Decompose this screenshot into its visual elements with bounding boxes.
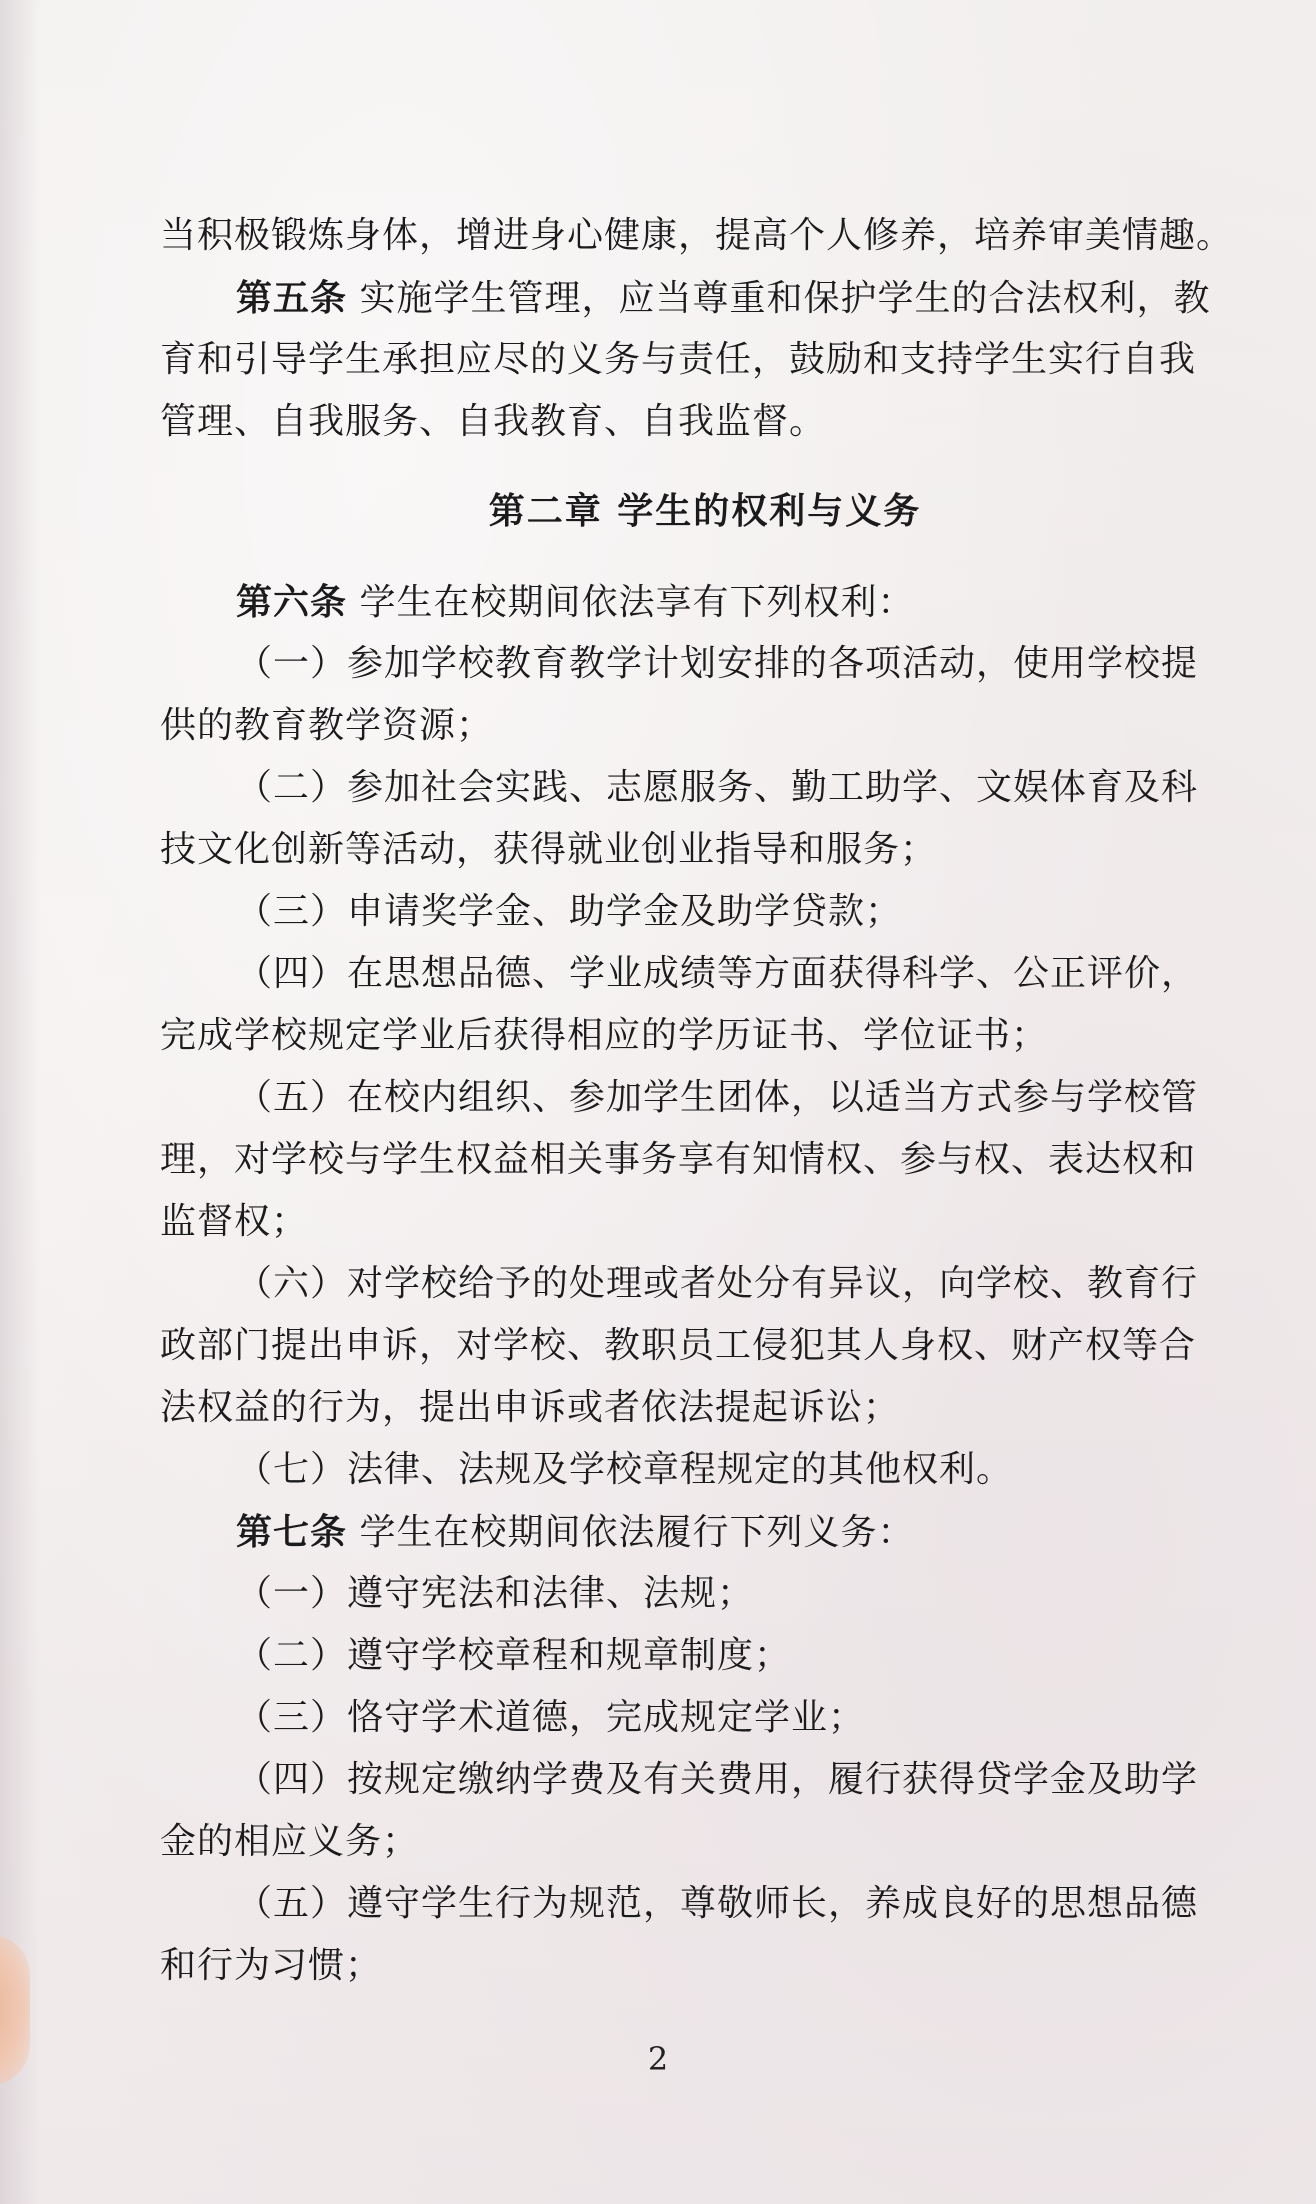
line-text: （四）按规定缴纳学费及有关费用，履行获得贷学金及助学 bbox=[236, 1759, 1199, 1800]
text-line bbox=[160, 1129, 1250, 1191]
line-text: 学生在校期间依法履行下列义务： bbox=[347, 1512, 915, 1553]
line-text: 实施学生管理，应当尊重和保护学生的合法权利，教 bbox=[347, 278, 1211, 319]
line-text: 育和引导学生承担应尽的义务与责任，鼓励和支持学生实行自我 bbox=[160, 339, 1197, 380]
text-line bbox=[160, 1005, 1250, 1067]
page-number: 2 bbox=[647, 2040, 669, 2078]
line-text: 供的教育教学资源； bbox=[160, 705, 494, 746]
document-body bbox=[160, 205, 1250, 1997]
text-line bbox=[160, 1873, 1250, 1935]
line-text: （三）恪守学术道德，完成规定学业； bbox=[236, 1697, 866, 1738]
line-text: 理，对学校与学生权益相关事务享有知情权、参与权、表达权和 bbox=[160, 1139, 1197, 1180]
text-line bbox=[160, 1315, 1250, 1377]
text-line bbox=[160, 757, 1250, 819]
line-text: 当积极锻炼身体，增进身心健康，提高个人修养，培养审美情趣。 bbox=[160, 215, 1234, 256]
text-line bbox=[160, 1501, 1250, 1563]
text-line bbox=[160, 1563, 1250, 1625]
text-line bbox=[160, 571, 1250, 633]
text-line bbox=[160, 695, 1250, 757]
text-line bbox=[160, 391, 1250, 453]
text-line bbox=[160, 1439, 1250, 1501]
text-line bbox=[160, 633, 1250, 695]
line-text: （二）参加社会实践、志愿服务、勤工助学、文娱体育及科 bbox=[236, 767, 1199, 808]
line-text: 政部门提出申诉，对学校、教职员工侵犯其人身权、财产权等合 bbox=[160, 1325, 1197, 1366]
text-line bbox=[160, 205, 1250, 267]
text-line bbox=[160, 1687, 1250, 1749]
text-line bbox=[160, 1625, 1250, 1687]
text-line bbox=[160, 267, 1250, 329]
line-text: 学生在校期间依法享有下列权利： bbox=[347, 582, 915, 623]
article-number: 第七条 bbox=[236, 1511, 348, 1553]
line-text: （一）参加学校教育教学计划安排的各项活动，使用学校提 bbox=[236, 643, 1199, 684]
text-line bbox=[160, 1749, 1250, 1811]
line-text: 管理、自我服务、自我教育、自我监督。 bbox=[160, 401, 827, 442]
text-line bbox=[160, 1935, 1250, 1997]
line-text: （二）遵守学校章程和规章制度； bbox=[236, 1635, 792, 1676]
article-number: 第六条 bbox=[236, 581, 348, 623]
line-text: 监督权； bbox=[160, 1201, 309, 1242]
line-text: 技文化创新等活动，获得就业创业指导和服务； bbox=[160, 829, 938, 870]
line-text: （六）对学校给予的处理或者处分有异议，向学校、教育行 bbox=[236, 1263, 1199, 1304]
line-text: 金的相应义务； bbox=[160, 1821, 420, 1862]
line-text: （一）遵守宪法和法律、法规； bbox=[236, 1573, 755, 1614]
line-text: （五）在校内组织、参加学生团体，以适当方式参与学校管 bbox=[236, 1077, 1199, 1118]
text-line bbox=[160, 1253, 1250, 1315]
text-line bbox=[160, 943, 1250, 1005]
line-text: （四）在思想品德、学业成绩等方面获得科学、公正评价， bbox=[236, 953, 1199, 994]
text-line bbox=[160, 1191, 1250, 1253]
line-text: 和行为习惯； bbox=[160, 1945, 383, 1986]
paragraphs-after-chapter bbox=[160, 571, 1250, 1997]
page-edge-shadow bbox=[0, 0, 40, 2204]
paragraphs-before-chapter bbox=[160, 205, 1250, 453]
line-text: （五）遵守学生行为规范，尊敬师长，养成良好的思想品德 bbox=[236, 1883, 1199, 1924]
text-line bbox=[160, 819, 1250, 881]
text-line bbox=[160, 1377, 1250, 1439]
text-line bbox=[160, 1811, 1250, 1873]
line-text: （七）法律、法规及学校章程规定的其他权利。 bbox=[236, 1449, 1014, 1490]
chapter-heading: 第二章 学生的权利与义务 bbox=[488, 491, 922, 532]
line-text: 法权益的行为，提出申诉或者依法提起诉讼； bbox=[160, 1387, 901, 1428]
text-line bbox=[160, 329, 1250, 391]
line-text: 完成学校规定学业后获得相应的学历证书、学位证书； bbox=[160, 1015, 1049, 1056]
text-line bbox=[160, 1067, 1250, 1129]
line-text: （三）申请奖学金、助学金及助学贷款； bbox=[236, 891, 903, 932]
article-number: 第五条 bbox=[236, 277, 348, 319]
text-line bbox=[160, 881, 1250, 943]
